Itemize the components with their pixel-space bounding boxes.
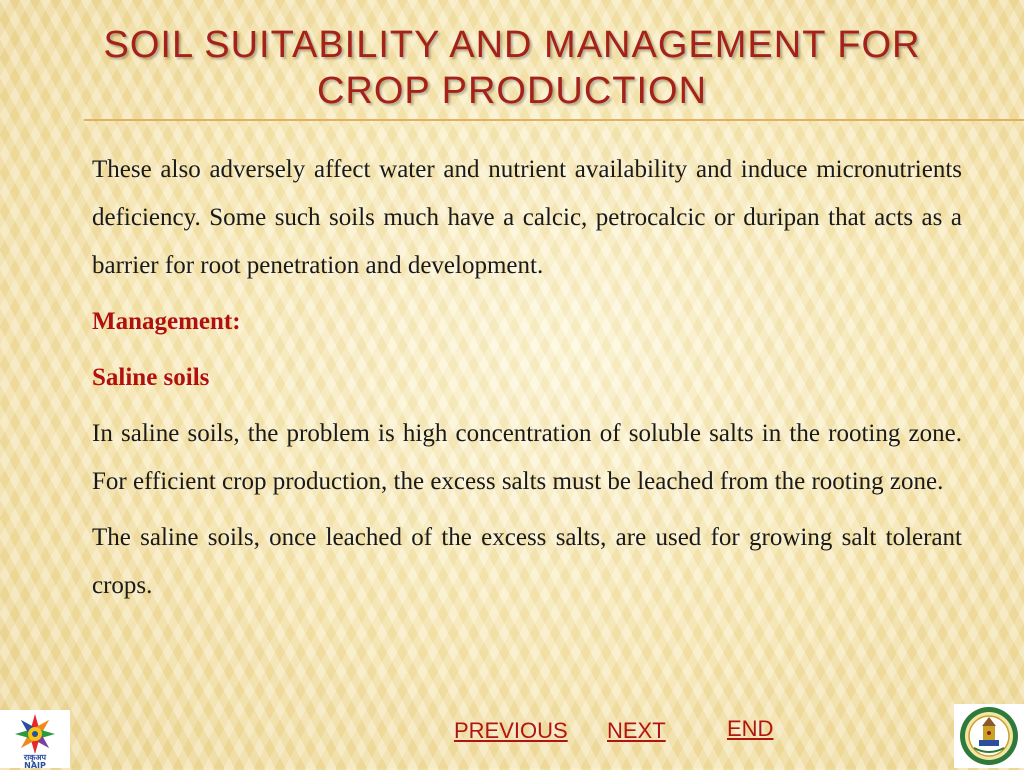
next-link[interactable]: NEXT [607,718,666,743]
slide-title [40,22,984,114]
naip-star-logo-icon [0,710,70,754]
university-seal-icon [954,704,1024,768]
management-heading: Management: [92,308,241,335]
naip-logo-caption-bottom: NAIP [24,761,46,770]
end-link[interactable]: END [727,716,774,741]
body-paragraph: The saline soils, once leached of the excess salts, are used for growing salt tolerant crops. [92,524,962,599]
body-paragraph: In saline soils, the problem is high concentration of soluble salts in the rooting zone. For efficient crop production, the excess salts must be leached from the rooting zone. [92,420,962,495]
title-divider [84,119,1024,121]
naip-logo [0,710,70,768]
slide-title-line-1: SOIL SUITABILITY AND MANAGEMENT FOR [103,24,921,66]
university-seal [954,704,1024,768]
body-paragraph: These also adversely affect water and nutrient availability and induce micronutrients deficiency. Some such soils much have a calcic, petrocalcic or duripan that acts as a barrier for root penetration and development. [92,156,962,279]
slide-body [92,146,962,618]
previous-link[interactable]: PREVIOUS [454,718,568,743]
saline-soils-heading: Saline soils [92,364,210,391]
naip-logo-caption-top: राकृअप [23,753,47,762]
slide-title-line-2: CROP PRODUCTION [316,70,708,112]
